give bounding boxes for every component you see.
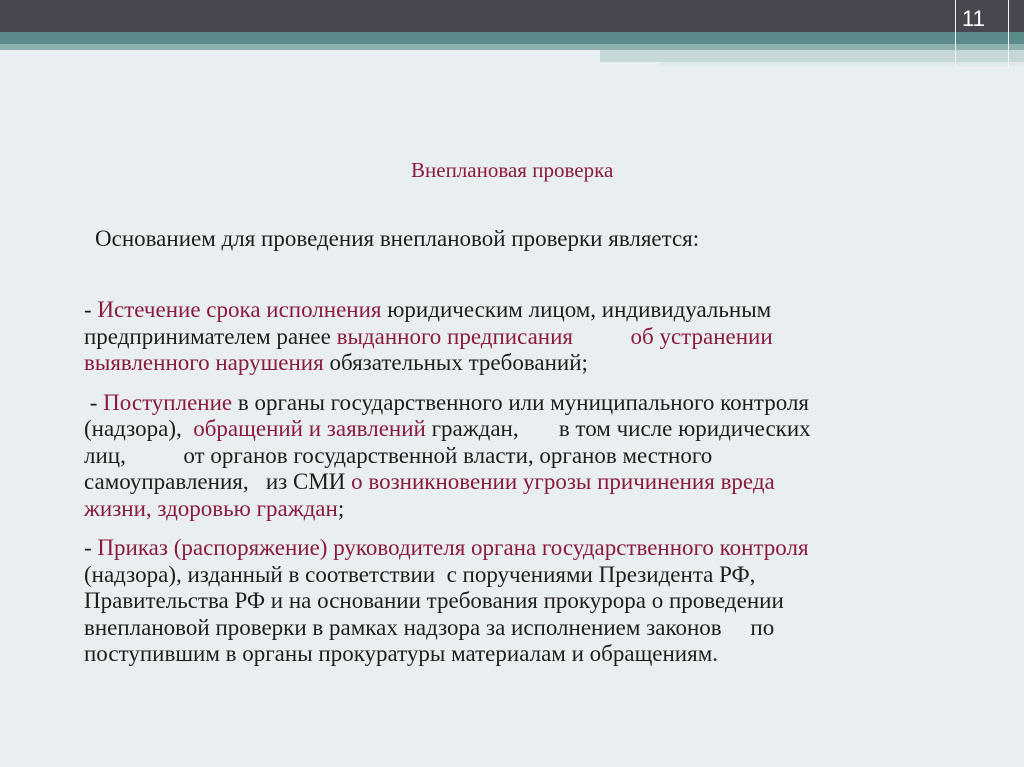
- text-line: [84, 443, 944, 470]
- header-bar: [0, 0, 1024, 36]
- slide-body: [84, 297, 944, 681]
- highlight-text: об устранении: [630, 323, 773, 349]
- text-line: [84, 390, 944, 417]
- body-text: в органы государственного или муниципального контроля: [232, 389, 810, 415]
- page-number: 11: [962, 6, 985, 31]
- body-text: обязательных требований;: [323, 350, 588, 375]
- highlight-text: о возникновении угрозы причинения вреда: [351, 469, 775, 494]
- text-line: [84, 496, 944, 523]
- body-text: поступившим в органы прокуратуры материалам и обращениям.: [84, 641, 718, 666]
- bullet-dash: -: [84, 297, 98, 322]
- text-line: [84, 562, 944, 589]
- lead-text: Основанием для проведения внеплановой проверки является:: [95, 226, 700, 251]
- highlight-text: Поступление: [103, 389, 233, 415]
- body-text: [573, 324, 631, 349]
- highlight-text: Приказ (распоряжение) руководителя органа государственного контроля: [97, 535, 809, 560]
- body-text: (надзора), изданный в соответствии с поручениями Президента РФ,: [84, 561, 756, 587]
- body-text: юридическим лицом, индивидуальным: [381, 297, 772, 322]
- text-line: [84, 324, 944, 351]
- text-line: [84, 615, 944, 642]
- highlight-text: Истечение срока исполнения: [97, 297, 382, 322]
- list-item: [84, 297, 944, 377]
- text-line: [84, 641, 944, 668]
- text-line: [84, 350, 944, 377]
- text-line: [84, 469, 944, 496]
- body-text: самоуправления, из СМИ: [84, 469, 352, 494]
- list-item: [84, 535, 944, 668]
- slide-title: Внеплановая проверка: [411, 158, 614, 182]
- bullet-dash: -: [84, 535, 98, 560]
- list-item: [84, 390, 944, 523]
- body-text: граждан, в том числе юридических: [425, 416, 811, 441]
- text-line: [84, 535, 944, 562]
- highlight-text: обращений и заявлений: [193, 416, 426, 441]
- highlight-text: выявленного нарушения: [84, 350, 324, 375]
- body-text: внеплановой проверки в рамках надзора за исполнением законов по: [84, 614, 775, 640]
- body-text: лиц, от органов государственной власти, органов местного: [84, 442, 713, 468]
- body-text: Правительства РФ и на основании требования прокурора о проведении: [84, 588, 784, 613]
- text-line: [84, 416, 944, 443]
- highlight-text: выданного предписания: [336, 323, 573, 349]
- bullet-dash: -: [84, 389, 104, 415]
- body-text: (надзора),: [84, 416, 194, 441]
- body-text: предпринимателем ранее: [84, 323, 337, 349]
- text-line: [84, 588, 944, 615]
- header-stripe: [0, 32, 1024, 44]
- text-line: [84, 297, 944, 324]
- body-text: ;: [337, 495, 345, 521]
- highlight-text: жизни, здоровью граждан: [84, 495, 338, 521]
